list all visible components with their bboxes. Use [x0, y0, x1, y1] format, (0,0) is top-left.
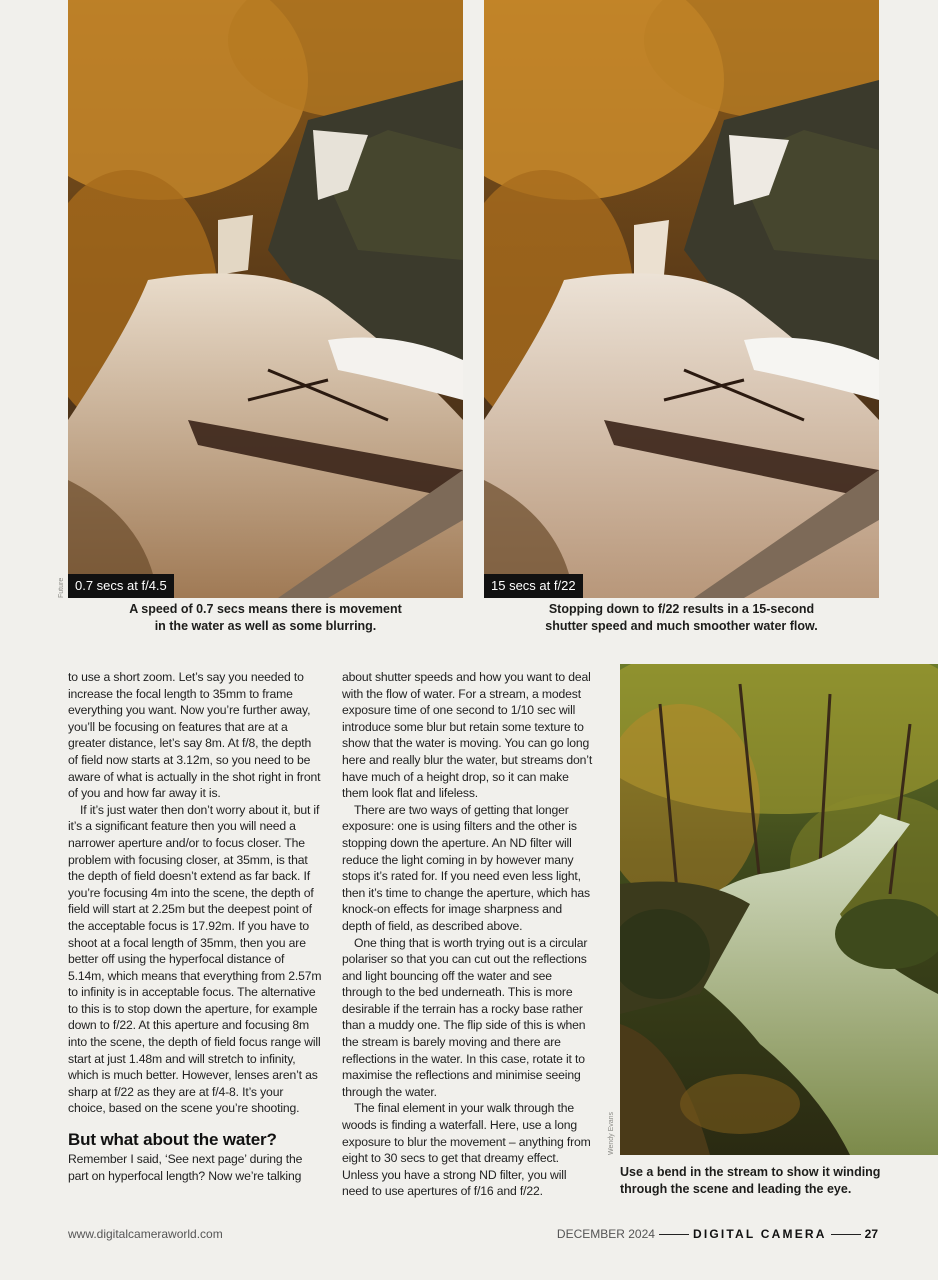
paragraph: If it’s just water then don’t worry about it, but if it’s a significant feature then you will need a narrower aperture and/or to focus closer. The problem with focusing closer, at 35mm, is that the depth of field doesn’t extend as far back. If you’re focusing 4m into the scene, the depth of field will start at 2.25m but the deepest point of the acceptable focus is 17.92m. If you have to shoot at a focal length of 35mm, then you are better off using the hyperfocal distance of 5.14m, which means that everything from 2.57m to infinity is in acceptable focus. The alternative to this is to stop down the aperture, for example down to f/22. At this aperture and focusing 8m into the scene, the depth of field focus range will start at just 1.48m and will stretch to infinity, which is much better. However, lenses aren’t as sharp at f/22 as they are at f/4-8. It’s your choice, based on the scene you’re shooting.	[68, 802, 322, 1116]
footer-magazine: DIGITAL CAMERA	[692, 1227, 827, 1241]
caption-left-line-1: A speed of 0.7 secs means there is movement	[129, 602, 402, 616]
footer-rule	[831, 1234, 861, 1235]
paragraph: One thing that is worth trying out is a circular polariser so that you can cut out the reflections and light bouncing off the water and see through to the bed underneath. This is more desirable if the terrain has a rocky base rather than a muddy one. The flip side of this is when the stream is barely moving and there are reflections in the water. In this case, rotate it to maximise the reflections and minimise seeing through the water.	[342, 935, 588, 1099]
section-heading: But what about the water?	[68, 1130, 277, 1150]
footer-folio	[557, 1227, 878, 1241]
caption-left-line-2: in the water as well as some blurring.	[154, 619, 377, 633]
paragraph: There are two ways of getting that longer exposure: one is using filters and the other is stopping down the aperture. An ND filter will reduce the light coming in by however many stops it’s rated for. If you need even less light, then it’s time to change the aperture, which has knock-on effects for image sharpness and depth of field, as described above.	[342, 802, 590, 933]
photo-waterfall-long-exposure	[484, 0, 879, 598]
caption-stream-line-2: through the scene and leading the eye.	[620, 1182, 852, 1196]
caption-right-line-2: shutter speed and much smoother water flow.	[545, 619, 818, 633]
exposure-tag-right: 15 secs at f/22	[484, 574, 583, 598]
footer-rule	[659, 1234, 689, 1235]
caption-stream-line-1: Use a bend in the stream to show it winding	[620, 1165, 881, 1179]
photo-credit-stream: Wendy Evans	[608, 1111, 615, 1155]
photo-stream	[620, 664, 938, 1155]
body-column-1	[68, 669, 323, 1184]
page-number: 27	[864, 1227, 878, 1241]
paragraph: about shutter speeds and how you want to deal with the flow of water. For a stream, a modest exposure time of one second to 1/10 sec will introduce some blur but retain some texture to show that the water is moving. You can go long here and really blur the water, but streams don’t have much of a height drop, so it can make them look flat and lifeless.	[342, 670, 593, 801]
body-column-2	[342, 669, 595, 1200]
waterfall-photo-right-image	[484, 0, 879, 598]
paragraph: The final element in your walk through the woods is finding a waterfall. Here, use a long exposure to blur the movement – anything from eight to 30 secs to get that dreamy effect. Unless you have a strong ND filter, you will need to use apertures of f/16 and f/22.	[342, 1101, 591, 1199]
caption-left	[68, 601, 463, 635]
paragraph: to use a short zoom. Let’s say you needed to increase the focal length to 35mm to frame everything you want. Now you’re further away, you’ll be focusing on features that are at a greater distance, let’s say 8m. At f/8, the depth of field now starts at 3.12m, so you need to be aware of what is actually in the shot right in front of you and how far away it is.	[68, 670, 321, 801]
footer-url: www.digitalcameraworld.com	[68, 1227, 223, 1241]
caption-right-line-1: Stopping down to f/22 results in a 15-second	[548, 602, 815, 616]
stream-photo-image	[620, 664, 938, 1155]
caption-right	[484, 601, 879, 635]
photo-waterfall-short-exposure	[68, 0, 463, 598]
paragraph: Remember I said, ‘See next page’ during the part on hyperfocal length? Now we’re talking	[68, 1152, 303, 1183]
caption-stream	[620, 1164, 920, 1198]
footer-issue: DECEMBER 2024	[556, 1227, 655, 1241]
waterfall-photo-left-image	[68, 0, 463, 598]
photo-credit-left: Future	[58, 577, 65, 598]
exposure-tag-left: 0.7 secs at f/4.5	[68, 574, 174, 598]
